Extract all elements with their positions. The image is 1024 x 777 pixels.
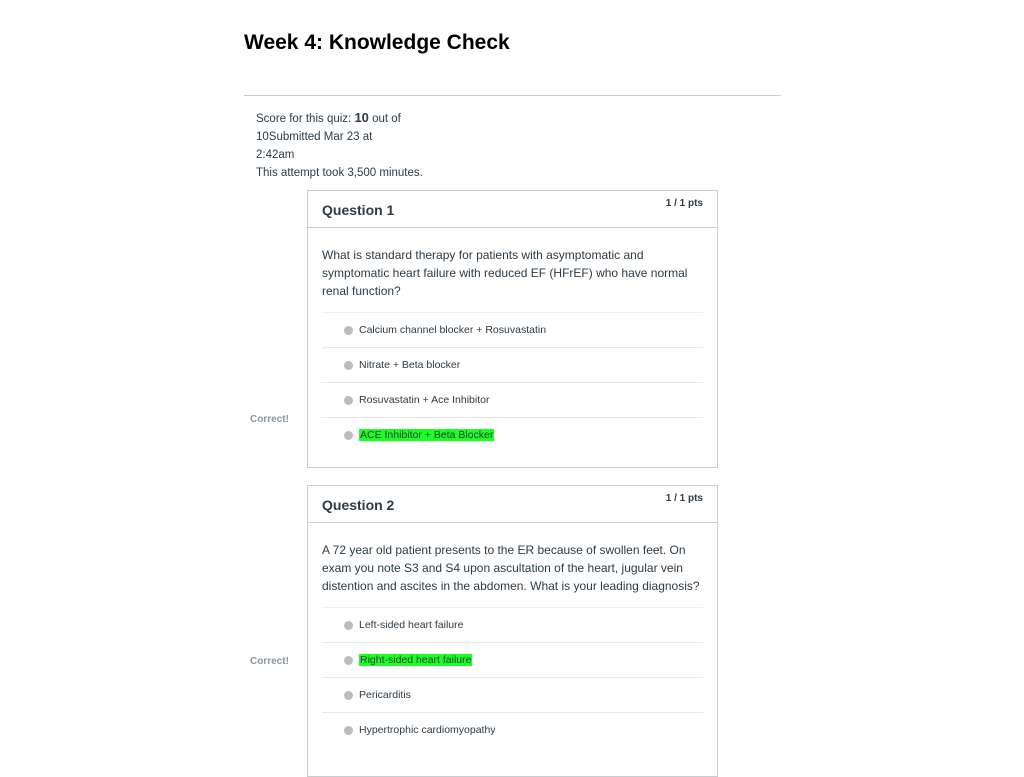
answer-option-selected[interactable] bbox=[322, 642, 703, 677]
answer-option[interactable] bbox=[322, 312, 703, 347]
answer-option-selected[interactable] bbox=[322, 417, 703, 452]
correct-answer-label: Correct! bbox=[250, 656, 289, 667]
question-header bbox=[308, 191, 717, 228]
radio-dot-icon bbox=[344, 361, 353, 370]
answer-label: Pericarditis bbox=[359, 689, 411, 701]
answer-list bbox=[322, 607, 703, 747]
question-text: A 72 year old patient presents to the ER because of swollen feet. On exam you note S3 and S4 upon ascultation of the heart, jugular vein distention and ascites in the abdomen. What is your leading diagnosis? bbox=[322, 543, 700, 593]
score-value: 10 bbox=[354, 110, 369, 125]
answer-label: Rosuvastatin + Ace Inhibitor bbox=[359, 394, 490, 406]
radio-dot-icon bbox=[344, 656, 353, 665]
submitted-time: 2:42am bbox=[256, 149, 295, 161]
submitted-line: 10Submitted Mar 23 at bbox=[256, 131, 373, 143]
score-prefix: Score for this quiz: bbox=[256, 113, 352, 125]
page-title: Week 4: Knowledge Check bbox=[244, 31, 510, 54]
answer-option[interactable] bbox=[322, 677, 703, 712]
answer-option[interactable] bbox=[322, 382, 703, 417]
answer-label-correct: Right-sided heart failure bbox=[360, 654, 472, 666]
quiz-summary bbox=[256, 109, 456, 182]
answer-label: Hypertrophic cardiomyopathy bbox=[359, 724, 496, 736]
question-title: Question 2 bbox=[322, 497, 395, 513]
radio-dot-icon bbox=[344, 621, 353, 630]
answer-label: Calcium channel blocker + Rosuvastatin bbox=[359, 324, 547, 336]
correct-answer-label: Correct! bbox=[250, 414, 289, 425]
answer-list bbox=[322, 312, 703, 452]
question-text: What is standard therapy for patients with asymptomatic and symptomatic heart failure with reduced EF (HFrEF) who have normal renal function? bbox=[322, 248, 688, 298]
score-line bbox=[256, 109, 456, 128]
question-points: 1 / 1 pts bbox=[665, 198, 703, 209]
radio-dot-icon bbox=[344, 431, 353, 440]
question-header bbox=[308, 486, 717, 523]
header-divider bbox=[244, 95, 781, 96]
question-card-2 bbox=[307, 485, 718, 777]
answer-label: Left-sided heart failure bbox=[359, 619, 464, 631]
question-card-1 bbox=[307, 190, 718, 468]
question-points: 1 / 1 pts bbox=[665, 493, 703, 504]
question-title: Question 1 bbox=[322, 202, 395, 218]
answer-option[interactable] bbox=[322, 347, 703, 382]
answer-label: Nitrate + Beta blocker bbox=[359, 359, 461, 371]
radio-dot-icon bbox=[344, 726, 353, 735]
answer-option[interactable] bbox=[322, 712, 703, 747]
radio-dot-icon bbox=[344, 326, 353, 335]
score-suffix: out of bbox=[372, 113, 401, 125]
radio-dot-icon bbox=[344, 396, 353, 405]
answer-option[interactable] bbox=[322, 607, 703, 642]
answer-label-correct: ACE Inhibitor + Beta Blocker bbox=[360, 429, 494, 441]
attempt-duration: This attempt took 3,500 minutes. bbox=[256, 167, 423, 179]
radio-dot-icon bbox=[344, 691, 353, 700]
